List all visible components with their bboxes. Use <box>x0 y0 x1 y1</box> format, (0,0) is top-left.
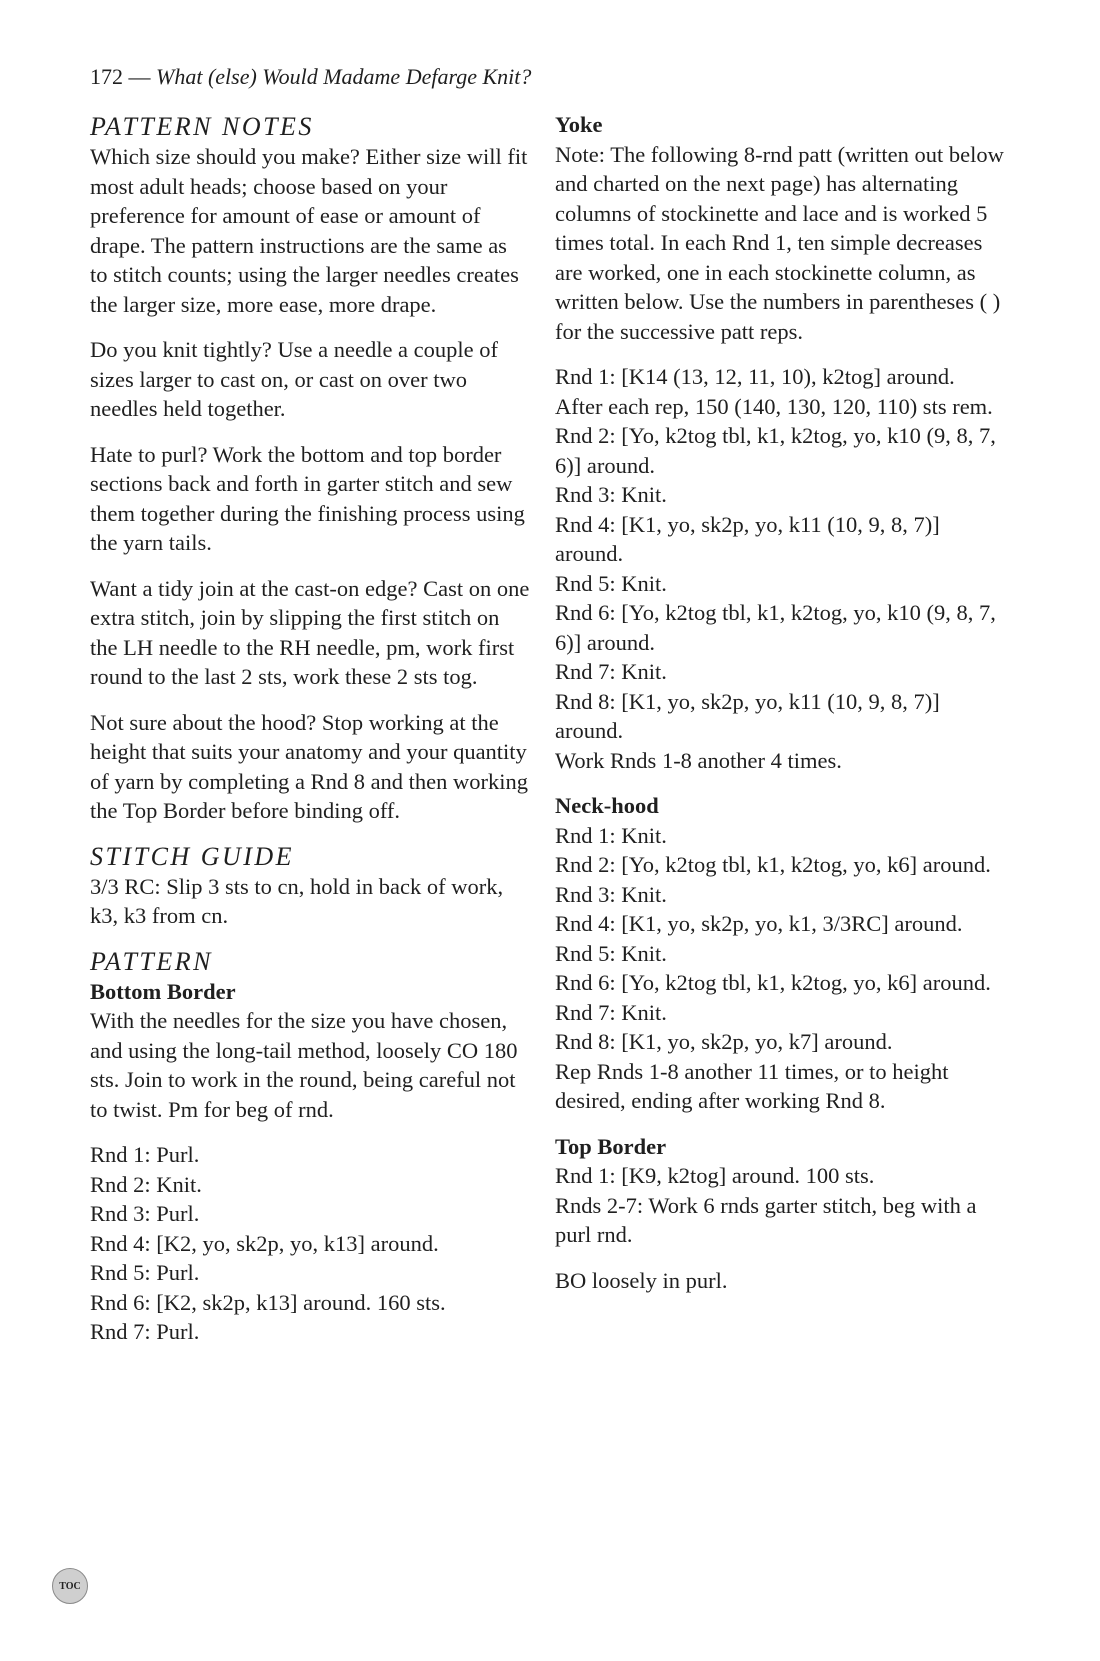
left-column <box>90 112 530 1363</box>
stitch-guide-text: 3/3 RC: Slip 3 sts to cn, hold in back of work, k3, k3 from cn. <box>90 873 504 928</box>
round-line: Rnd 1: Purl. <box>90 1142 200 1167</box>
pattern-note-paragraph: Hate to purl? Work the bottom and top border sections back and forth in garter stitch and sew them together during the finishing process using the yarn tails. <box>90 441 525 555</box>
bottom-border-title: Bottom Border <box>90 978 236 1004</box>
toc-button[interactable] <box>52 1568 88 1604</box>
round-line: Rnd 5: Knit. <box>555 570 667 596</box>
round-line: Rnd 6: [Yo, k2tog tbl, k1, k2tog, yo, k6] around. <box>555 970 991 995</box>
yoke-note: Note: The following 8-rnd patt (written out below and charted on the next page) has alternating columns of stockinette and lace and is worked 5 times total. In each Rnd 1, ten simple decreases are worked, one in each stockinette column, as written below. Use the numbers in parentheses ( ) for the successive patt reps. <box>555 141 1004 344</box>
round-line: Rnd 7: Knit. <box>555 659 667 684</box>
bottom-border-rounds <box>90 1140 530 1347</box>
pattern-note-paragraph: Which size should you make? Either size will fit most adult heads; choose based on your preference for amount of ease or amount of drape. The pattern instructions are the same as to stitch counts; using the larger needles creates the larger size, more ease, more drape. <box>90 144 528 317</box>
round-line: Rnd 1: [K14 (13, 12, 11, 10), k2tog] around. After each rep, 150 (140, 130, 120, 110) sts rem. <box>555 364 993 419</box>
pattern-notes-heading: PATTERN NOTES <box>90 112 314 141</box>
round-line: Work Rnds 1-8 another 4 times. <box>555 747 842 773</box>
yoke-title: Yoke <box>555 112 603 137</box>
round-line: Rnd 1: [K9, k2tog] around. 100 sts. <box>555 1163 875 1188</box>
round-line: Rnds 2-7: Work 6 rnds garter stitch, beg with a purl rnd. <box>555 1192 977 1247</box>
neck-hood-title: Neck-hood <box>555 793 659 818</box>
round-line: Rnd 4: [K1, yo, sk2p, yo, k11 (10, 9, 8, 7)] around. <box>555 511 940 566</box>
round-line: Rnd 7: Knit. <box>555 999 667 1025</box>
bottom-border-intro: With the needles for the size you have chosen, and using the long-tail method, loosely CO 180 sts. Join to work in the round, being careful not to twist. Pm for beg of rnd. <box>90 1008 518 1122</box>
stitch-guide-heading: STITCH GUIDE <box>90 841 295 871</box>
round-line: Rnd 3: Knit. <box>555 482 667 507</box>
round-line: Rnd 8: [K1, yo, sk2p, yo, k11 (10, 9, 8, 7)] around. <box>555 688 940 743</box>
round-line: Rnd 3: Purl. <box>90 1201 200 1226</box>
pattern-note-paragraph: Not sure about the hood? Stop working at the height that suits your anatomy and your quantity of yarn by completing a Rnd 8 and then working the Top Border before binding off. <box>90 709 529 823</box>
round-line: Rnd 2: [Yo, k2tog tbl, k1, k2tog, yo, k10 (9, 8, 7, 6)] around. <box>555 423 996 478</box>
round-line: Rnd 4: [K2, yo, sk2p, yo, k13] around. <box>90 1230 439 1256</box>
top-border-rounds <box>555 1161 1005 1250</box>
round-line: Rep Rnds 1-8 another 11 times, or to height desired, ending after working Rnd 8. <box>555 1058 949 1113</box>
header-separator: — <box>128 64 151 89</box>
page-number: 172 <box>90 64 123 89</box>
bind-off-instruction: BO loosely in purl. <box>555 1267 728 1293</box>
round-line: Rnd 2: [Yo, k2tog tbl, k1, k2tog, yo, k6] around. <box>555 852 991 877</box>
yoke-rounds <box>555 362 1005 775</box>
round-line: Rnd 6: [Yo, k2tog tbl, k1, k2tog, yo, k10 (9, 8, 7, 6)] around. <box>555 600 996 655</box>
round-line: Rnd 4: [K1, yo, sk2p, yo, k1, 3/3RC] around. <box>555 911 963 936</box>
round-line: Rnd 5: Knit. <box>555 940 667 966</box>
round-line: Rnd 6: [K2, sk2p, k13] around. 160 sts. <box>90 1289 446 1315</box>
top-border-title: Top Border <box>555 1133 667 1159</box>
neck-hood-rounds <box>555 821 1005 1116</box>
pattern-note-paragraph: Want a tidy join at the cast-on edge? Cast on one extra stitch, join by slipping the first stitch on the LH needle to the RH needle, pm, work first round to the last 2 sts, work these 2 sts tog. <box>90 575 530 689</box>
toc-button-label: TOC <box>59 1580 81 1592</box>
pattern-heading: PATTERN <box>90 946 213 976</box>
round-line: Rnd 8: [K1, yo, sk2p, yo, k7] around. <box>555 1029 893 1054</box>
round-line: Rnd 1: Knit. <box>555 822 667 848</box>
book-title: What (else) Would Madame Defarge Knit? <box>156 64 532 89</box>
round-line: Rnd 7: Purl. <box>90 1319 200 1344</box>
right-column <box>555 112 1005 1311</box>
page-header <box>90 62 531 92</box>
pattern-note-paragraph: Do you knit tightly? Use a needle a couple of sizes larger to cast on, or cast on over two needles held together. <box>90 337 499 421</box>
round-line: Rnd 5: Purl. <box>90 1260 200 1285</box>
round-line: Rnd 3: Knit. <box>555 881 667 907</box>
round-line: Rnd 2: Knit. <box>90 1171 202 1197</box>
